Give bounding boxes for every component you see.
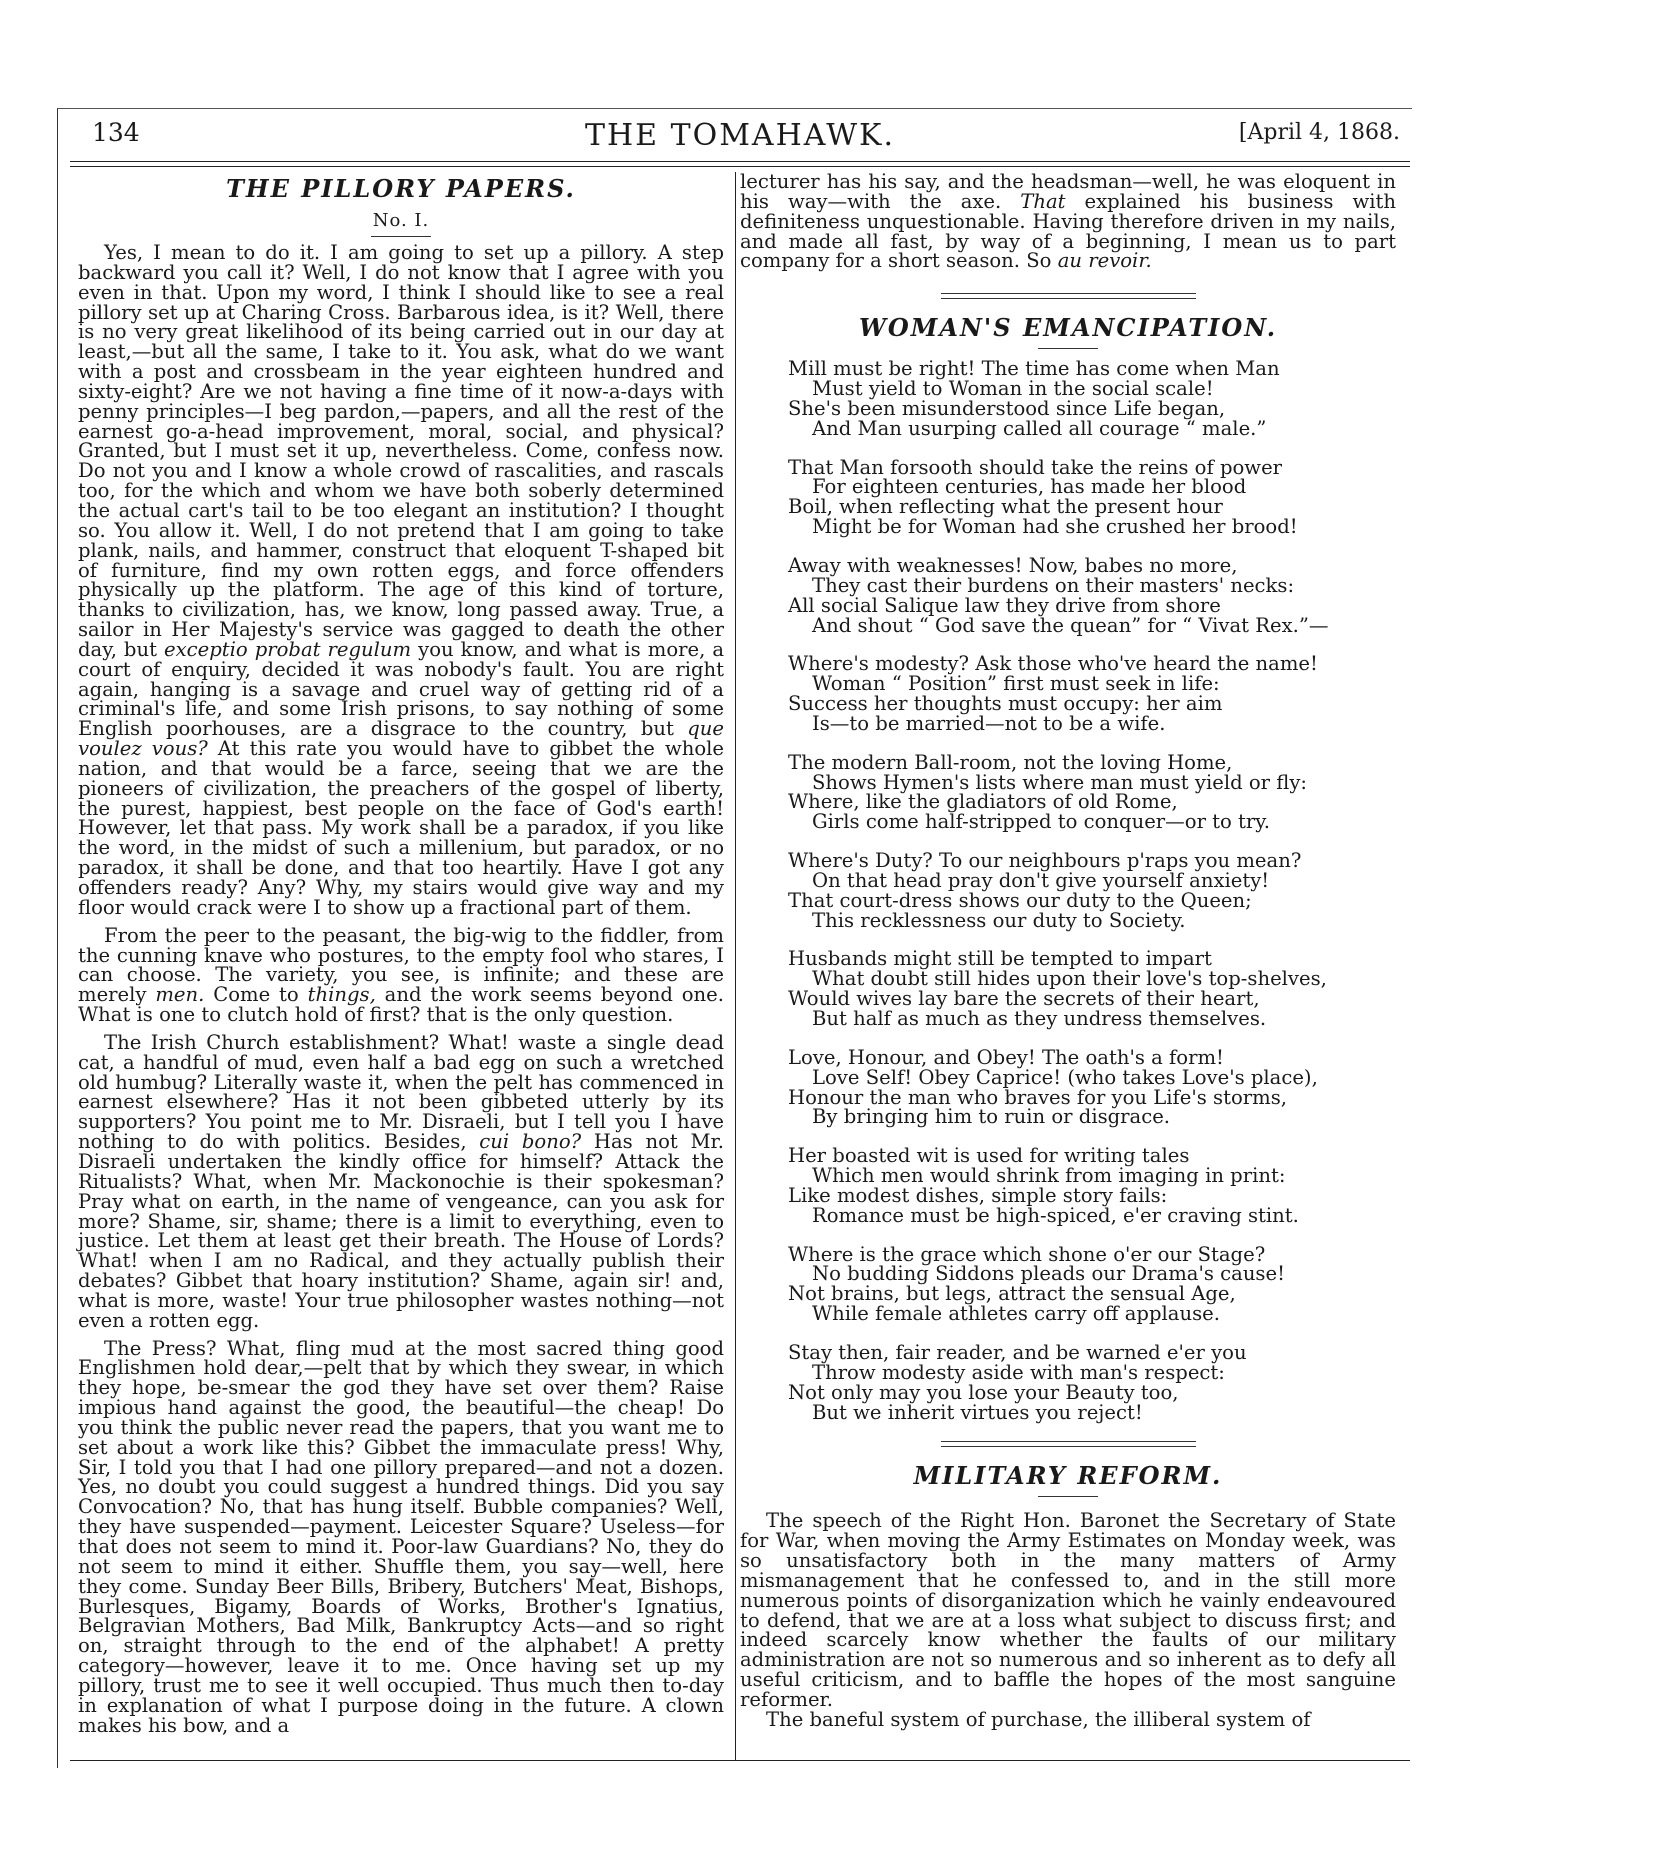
pillory-paragraph-3: The Irish Church establishment? What! waste a single dead cat, a handful of mud, even half a bad egg on such a wretched old humbug? Literally waste it, when the pelt has commenced in earnest elsewhere? Has it not been gibbeted utterly by its supporters? You point me to Mr. Disraeli, but I tell you I have nothing to do with politics. Besides, cui bono? Has not Mr. Disraeli undertaken the kindly office for himself? Attack the Ritualists? What, when Mr. Mackonochie is their spokesman? Pray what on earth, in the name of vengeance, can you ask for more? Shame, sir, shame; there is a limit to everything, even to justice. Let them at least get their breath. The House of Lords? What! when I am no Radical, and they actually publish their debates? Gibbet that hoary institution? Shame, again sir! and, what is more, waste! Your true philosopher wastes nothing—not even a rotten egg. [78, 1030, 724, 1332]
poem-line: Would wives lay bare the secrets of their heart, [788, 987, 1260, 1011]
poem-line: Is—to be married—not to be a wife. [812, 711, 1166, 735]
emancipation-title: WOMAN'S EMANCIPATION. [858, 313, 1278, 343]
title-rule [1038, 1496, 1098, 1497]
poem-line: Where is the grace which shone o'er our Stage? [788, 1242, 1266, 1266]
column-separator [735, 172, 736, 1760]
poem-line: Success her thoughts must occupy: her aim [788, 692, 1223, 716]
poem-stanza [788, 851, 1396, 930]
poem-line: On that head pray don't give yourself anxiety! [812, 868, 1270, 892]
poem-line: Shows Hymen's lists where man must yield or fly: [812, 770, 1308, 794]
poem-line: And Man usurping called all courage “ male.” [812, 416, 1267, 440]
header-rule-2 [70, 166, 1410, 167]
poem-line: This recklessness our duty to Society. [812, 908, 1186, 932]
poem [740, 359, 1396, 1422]
military-paragraph-1: The speech of the Right Hon. Baronet the Secretary of State for War, when moving the Army Estimates on Monday week, was so unsatisfactory both in the many matters of Army mismanagement that he confessed to, and in the still more numerous points of disorganization which he vainly endeavoured to defend, that we are at a loss what subject to discuss first; and indeed scarcely know whether the faults of our military administration are not so numerous and so inherent as to defy all useful criticism, and to baffle the hopes of the most sanguine reformer. [740, 1509, 1396, 1711]
poem-stanza [788, 1340, 1396, 1424]
poem-line: But we inherit virtues you reject! [812, 1400, 1143, 1424]
poem-stanza [788, 654, 1396, 733]
poem-line: Might be for Woman had she crushed her brood! [812, 515, 1298, 539]
poem-stanza [788, 553, 1396, 637]
poem-line: Husbands might still be tempted to impart [788, 947, 1212, 971]
military-title: MILITARY REFORM. [913, 1461, 1223, 1491]
poem-line: Where, like the gladiators of old Rome, [788, 790, 1178, 814]
poem-stanza [788, 359, 1396, 438]
poem-line: Love, Honour, and Obey! The oath's a form! [788, 1045, 1224, 1069]
poem-line: Not only may you lose your Beauty too, [788, 1380, 1179, 1404]
poem-line: Not brains, but legs, attract the sensual Age, [788, 1282, 1236, 1306]
poem-line: And shout “ God save the quean” for “ Vivat Rex.”— [812, 613, 1329, 637]
poem-stanza [788, 1242, 1396, 1326]
poem-line: Love Self! Obey Caprice! (who takes Love's place), [812, 1065, 1318, 1089]
poem-line: But half as much as they undress themselves. [812, 1007, 1267, 1030]
page-header [70, 118, 1410, 154]
poem-line: By bringing him to ruin or disgrace. [812, 1105, 1171, 1129]
pillory-continuation: lecturer has his say, and the headsman—well, he was eloquent in his way—with the axe. That explained his business with definiteness unquestionable. Having therefore driven in my nails, and made all fast, by way of a beginning, I mean us to part company for a short season. So au revoir. [740, 170, 1396, 273]
poem-line: Her boasted wit is used for writing tales [788, 1144, 1190, 1168]
pillory-paragraph-1: Yes, I mean to do it. I am going to set up a pillory. A step backward you call it? Well, I do not know that I agree with you even in that. Upon my word, I think I should like to see a real pillory set up at Charing Cross. Barbarous idea, is it? Well, there is no very great likelihood of its being carried out in our day at least,—but all the same, I take to it. You ask, what do we want with a post and crossbeam in the year eighteen hundred and sixty-eight? Are we not having a fine time of it now-a-days with penny principles—I beg pardon,—papers, and all the rest of the earnest go-a-head improvement, moral, social, and physical? Granted, but I must set it up, nevertheless. Come, confess now. Do not you and I know a whole crowd of rascalities, and rascals too, for the which and whom we have both soberly determined the actual cart's tail to be too elegant an institution? I thought so. You allow it. Well, I do not pretend that I am going to take plank, nails, and hammer, construct that eloquent T-shaped bit of furniture, find my own rotten eggs, and force offenders physically up the platform. The age of this kind of torture, thanks to civilization, has, we know, long passed away. True, a sailor in Her Majesty's service was gagged to death the other day, but exceptio probat regulum you know, and what is more, a court of enquiry, decided it was nobody's fault. You are right again, hanging is a savage and cruel way of getting rid of a criminal's life, and some Irish prisons, to say nothing of some English poorhouses, are a disgrace to the country, but que voulez vous? At this rate you would have to gibbet the whole nation, and that would be a farce, seeing that we are the pioneers of civilization, the preachers of the gospel of liberty, the purest, happiest, best people on the face of God's earth! However, let that pass. My work shall be a paradox, if you like the word, in the midst of such a millenium, but paradox, or no paradox, it shall be done, and that too heartily. Have I got any offenders ready? Any? Why, my stairs would give way and my floor would crack were I to show up a fractional part of them. [78, 241, 725, 919]
poem-line: Like modest dishes, simple story fails: [788, 1183, 1168, 1207]
poem-line: Must yield to Woman in the social scale! [812, 377, 1214, 401]
pillory-paragraph-4: The Press? What, fling mud at the most sacred thing good Englishmen hold dear,—pelt that by which they swear, in which they hope, be-smear the god they have set over them? Raise impious hand against the good, the beautiful—the cheap! Do you think the public never read the papers, that you want me to set about a work like this? Gibbet the immaculate press! Why, Sir, I told you that I had one pillory prepared—and not a dozen. Yes, no doubt you could suggest a hundred things. Did you say Convocation? No, that has hung itself. Bubble companies? Well, they have suspended—payment. Leicester Square? Useless—for that does not seem to mind it. Poor-law Guardians? No, they do not seem to mind it either. Shuffle them, you say—well, here they come. Sunday Beer Bills, Bribery, Butchers' Meat, Bishops, Burlesques, Bigamy, Boards of Works, Brother's Ignatius, Belgravian Mothers, Bad Milk, Bankruptcy Acts—and so right on, straight through to the end of the alphabet! A pretty category—however, leave it to me. Once having set up my pillory, trust me to see it well occupied. Thus much then to-day in explanation of what I purpose doing in the future. A clown makes his bow, and a [78, 1336, 724, 1737]
page-top-rule [57, 108, 1412, 109]
title-rule [1038, 348, 1098, 349]
poem-line: Throw modesty aside with man's respect: [812, 1360, 1225, 1384]
poem-line: Where's modesty? Ask those who've heard the name! [788, 652, 1318, 676]
page-bottom-rule [70, 1760, 1410, 1761]
poem-line: Romance must be high-spiced, e'er craving stint. [812, 1203, 1299, 1227]
poem-line: All social Salique law they drive from shore [788, 593, 1221, 617]
poem-line: That court-dress shows our duty to the Queen; [788, 888, 1252, 912]
poem-line: They cast their burdens on their masters' necks: [812, 573, 1295, 597]
poem-line: Where's Duty? To our neighbours p'raps you mean? [788, 849, 1302, 873]
poem-line: Stay then, fair reader, and be warned e'er you [788, 1340, 1247, 1364]
poem-line: She's been misunderstood since Life began, [788, 396, 1226, 420]
poem-line: The modern Ball-room, not the loving Home, [788, 750, 1233, 774]
poem-line: For eighteen centuries, has made her blood [812, 475, 1247, 499]
poem-stanza [788, 1045, 1396, 1129]
masthead-title: THE TOMAHAWK. [585, 118, 895, 153]
poem-line: Boil, when reflecting what the present hour [788, 495, 1223, 519]
poem-stanza [788, 949, 1396, 1028]
poem-line: Honour the man who braves for you Life's storms, [788, 1085, 1287, 1109]
poem-line: Which men would shrink from imaging in print: [812, 1164, 1286, 1188]
pillory-paragraph-2: From the peer to the peasant, the big-wig to the fiddler, from the cunning knave who postures, to the empty fool who stares, I can choose. The variety, you see, is infinite; and these are merely men. Come to things, and the work seems beyond one. What is one to clutch hold of first? that is the only question. [78, 923, 724, 1027]
pillory-title: THE PILLORY PAPERS. [226, 174, 576, 203]
poem-line: Mill must be right! The time has come when Man [788, 357, 1280, 381]
header-rule [70, 161, 1410, 162]
poem-line: Away with weaknesses! Now, babes no more, [788, 553, 1238, 577]
poem-line: Girls come half-stripped to conquer—or to try. [812, 810, 1270, 834]
poem-line: No budding Siddons pleads our Drama's cause! [812, 1262, 1285, 1286]
page-edge-rule [57, 108, 58, 1768]
poem-stanza [788, 750, 1396, 834]
pillory-number: No. I. [372, 210, 430, 231]
poem-line: While female athletes carry off applause. [812, 1302, 1220, 1326]
title-rule [371, 236, 431, 237]
poem-stanza [788, 1146, 1396, 1225]
page-number: 134 [92, 118, 140, 147]
right-column [740, 172, 1396, 1730]
poem-line: Woman “ Position” first must seek in life: [812, 672, 1220, 696]
poem-line: That Man forsooth should take the reins of power [788, 455, 1283, 479]
left-column [78, 174, 724, 1735]
issue-date: [April 4, 1868. [1238, 120, 1400, 145]
military-paragraph-2: The baneful system of purchase, the illiberal system of [766, 1707, 1311, 1731]
poem-line: What doubt still hides upon their love's top-shelves, [812, 967, 1327, 991]
poem-stanza [788, 455, 1396, 539]
